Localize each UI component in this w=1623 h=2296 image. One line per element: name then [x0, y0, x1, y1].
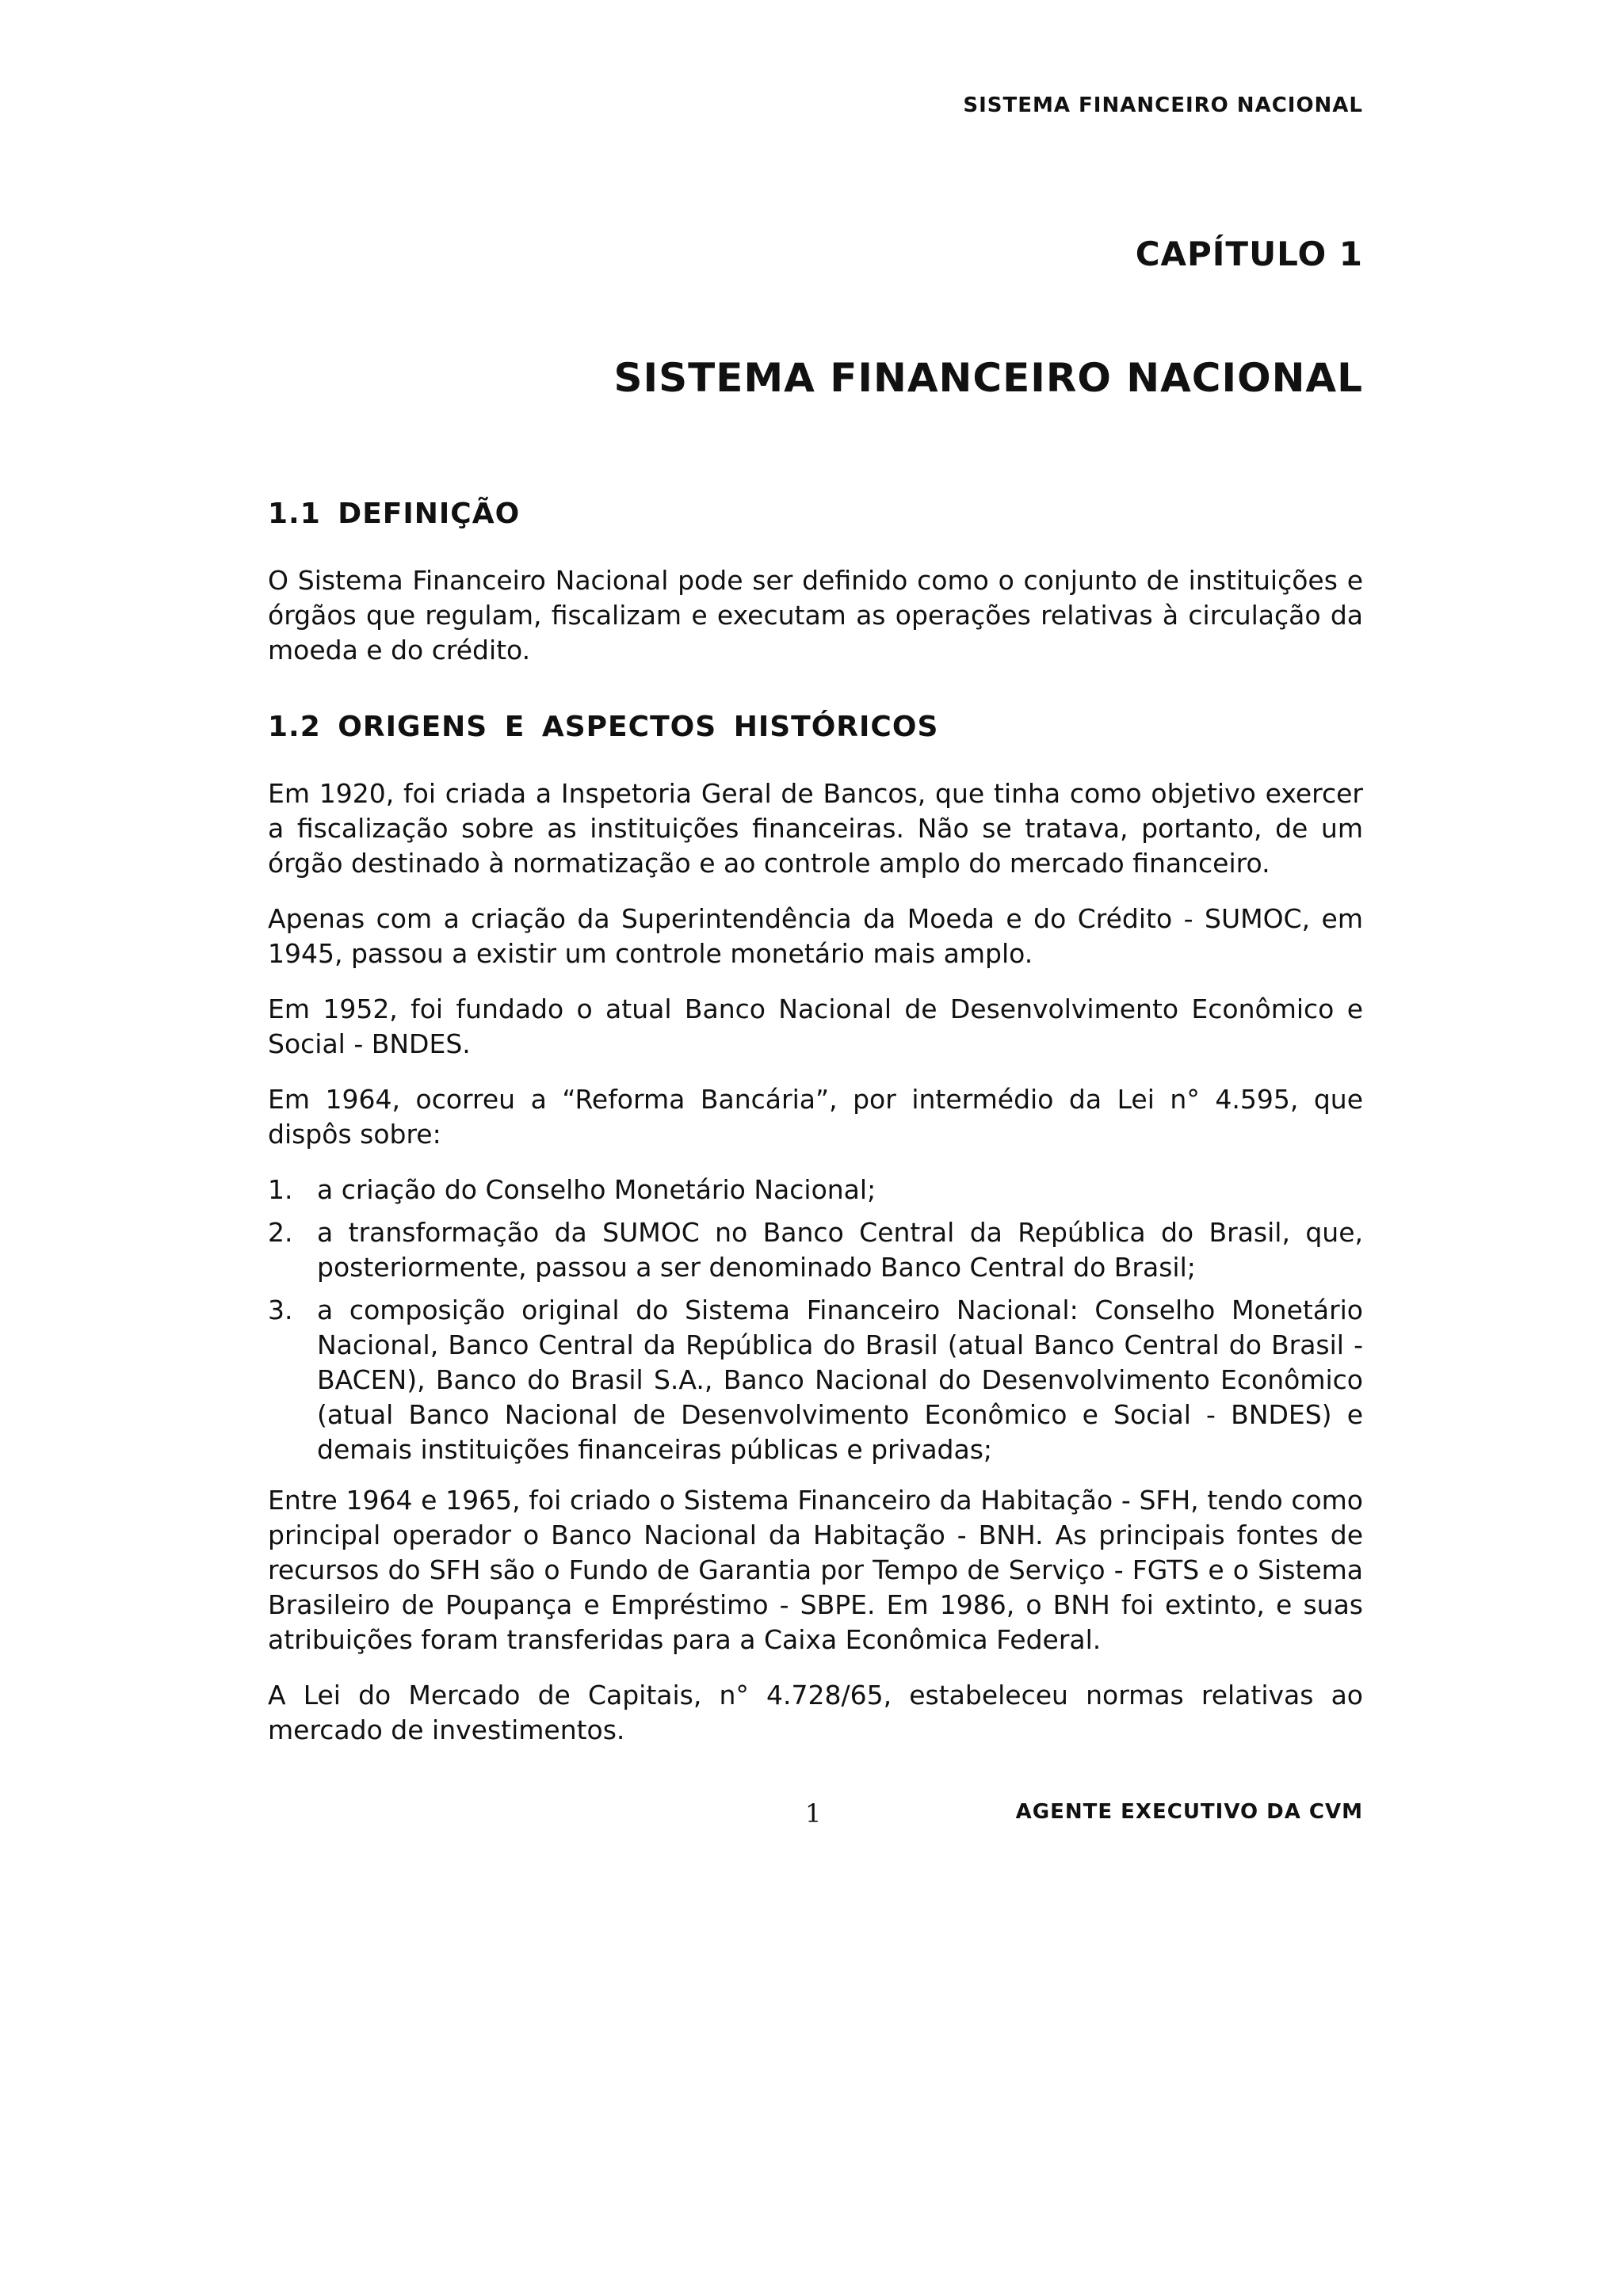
section-heading-origens: 1.2 ORIGENS E ASPECTOS HISTÓRICOS — [268, 711, 939, 743]
list-item — [268, 1215, 1363, 1285]
list-item — [268, 1173, 1363, 1207]
section-heading-definicao: 1.1 DEFINIÇÃO — [268, 498, 521, 530]
paragraph-sfh: Entre 1964 e 1965, foi criado o Sistema Financeiro da Habitação - SFH, tendo como principal operador o Banco Nacional da Habitação - BNH. As principais fontes de recursos do SFH são o Fundo de Garantia por Tempo de Serviço - FGTS e o Sistema Brasileiro de Poupança e Empréstimo - SBPE. Em 1986, o BNH foi extinto, e suas atribuições foram transferidas para a Caixa Econômica Federal. — [268, 1485, 1363, 1655]
reforma-list — [268, 1173, 1363, 1467]
paragraph-1920: Em 1920, foi criada a Inspetoria Geral de Bancos, que tinha como objetivo exercer a fiscalização sobre as instituições financeiras. Não se tratava, portanto, de um órgão destinado à normatização e ao controle amplo do mercado financeiro. — [268, 778, 1363, 879]
paragraph-mercado-capitais: A Lei do Mercado de Capitais, n° 4.728/65, estabeleceu normas relativas ao mercado de investimentos. — [268, 1680, 1363, 1745]
list-item-number: 2. — [268, 1217, 293, 1248]
chapter-title: SISTEMA FINANCEIRO NACIONAL — [613, 355, 1363, 401]
list-item-number: 3. — [268, 1295, 293, 1325]
running-footer: AGENTE EXECUTIVO DA CVM — [1015, 1800, 1363, 1824]
page-number: 1 — [805, 1798, 822, 1829]
paragraph-reforma-bancaria: Em 1964, ocorreu a “Reforma Bancária”, por intermédio da Lei n° 4.595, que dispôs sobre: — [268, 1084, 1363, 1150]
list-item-text: a transformação da SUMOC no Banco Central da República do Brasil, que, posteriormente, passou a ser denominado Banco Central do Brasil; — [317, 1217, 1363, 1283]
paragraph-sumoc: Apenas com a criação da Superintendência da Moeda e do Crédito - SUMOC, em 1945, passou a existir um controle monetário mais amplo. — [268, 903, 1363, 969]
list-item — [268, 1293, 1363, 1467]
list-item-number: 1. — [268, 1174, 293, 1205]
list-item-text: a composição original do Sistema Financeiro Nacional: Conselho Monetário Nacional, Banco Central da República do Brasil (atual Banco Central do Brasil - BACEN), Banco do Brasil S.A., Banco Nacional do Desenvolvimento Econômico (atual Banco Nacional de Desenvolvimento Econômico e Social - BNDES) e demais instituições financeiras públicas e privadas; — [317, 1295, 1363, 1465]
running-header: SISTEMA FINANCEIRO NACIONAL — [963, 93, 1363, 117]
list-item-text: a criação do Conselho Monetário Nacional; — [317, 1174, 876, 1205]
section-spacer — [268, 688, 1363, 711]
paragraph-definicao: O Sistema Financeiro Nacional pode ser definido como o conjunto de instituições e órgãos que regulam, fiscalizam e executam as operações relativas à circulação da moeda e do crédito. — [268, 565, 1363, 666]
chapter-label: CAPÍTULO 1 — [1135, 235, 1363, 273]
paragraph-bndes: Em 1952, foi fundado o atual Banco Nacional de Desenvolvimento Econômico e Social - BNDES. — [268, 994, 1363, 1059]
document-body — [268, 498, 1363, 1768]
